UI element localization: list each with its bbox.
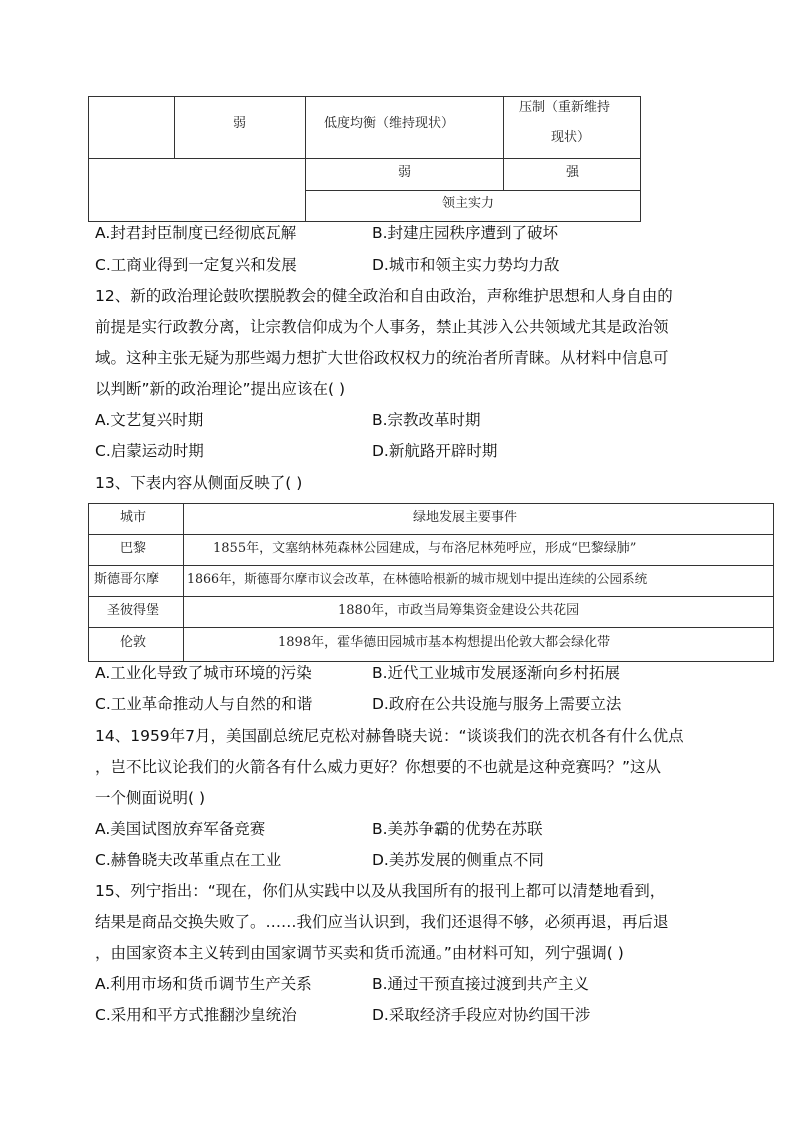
- option-a: A.文艺复兴时期: [95, 411, 204, 429]
- column-header: 城市: [120, 510, 147, 525]
- table-cell: 弱: [233, 116, 247, 131]
- table-cell: 领主实力: [442, 196, 495, 211]
- table-border: [88, 503, 89, 662]
- option-d: D.政府在公共设施与服务上需要立法: [372, 695, 622, 713]
- question-text: 一个侧面说明( ): [95, 789, 206, 807]
- question-text: 13、下表内容从侧面反映了( ): [95, 474, 303, 492]
- option-b: B.封建庄园秩序遭到了破坏: [372, 224, 559, 242]
- table-border: [88, 596, 774, 597]
- table-border: [88, 565, 774, 566]
- option-a: A.工业化导致了城市环境的污染: [95, 664, 312, 682]
- option-a: A.封君封臣制度已经彻底瓦解: [95, 224, 297, 242]
- option-c: C.赫鲁晓夫改革重点在工业: [95, 851, 282, 869]
- table-border: [88, 221, 641, 222]
- table-border: [174, 96, 175, 159]
- option-a: A.美国试图放弃军备竞赛: [95, 820, 266, 838]
- table-cell: 弱: [398, 165, 412, 180]
- table-cell-city: 巴黎: [120, 541, 147, 556]
- table-cell: 现状）: [551, 130, 591, 145]
- option-d: D.美苏发展的侧重点不同: [372, 851, 544, 869]
- table-cell-city: 伦敦: [120, 635, 147, 650]
- option-c: C.启蒙运动时期: [95, 442, 204, 460]
- question-text: 前提是实行政教分离，让宗教信仰成为个人事务，禁止其涉入公共领域尤其是政治领: [95, 318, 669, 336]
- question-text: 结果是商品交换失败了。……我们应当认识到，我们还退得不够，必须再退，再后退: [95, 913, 669, 931]
- question-text: 域。这种主张无疑为那些竭力想扩大世俗政权权力的统治者所青睐。从材料中信息可: [95, 349, 669, 367]
- table-cell-event: 1898年，霍华德田园城市基本构想提出伦敦大都会绿化带: [278, 635, 611, 650]
- table-cell-event: 1880年，市政当局筹集资金建设公共花园: [338, 603, 580, 618]
- question-text: ，岂不比议论我们的火箭各有什么威力更好？你想要的不也就是这种竞赛吗？”这从: [95, 758, 662, 776]
- question-text: 以判断”新的政治理论”提出应该在( ): [95, 380, 346, 398]
- option-b: B.近代工业城市发展逐渐向乡村拓展: [372, 664, 621, 682]
- option-b: B.通过干预直接过渡到共产主义: [372, 975, 590, 993]
- question-text: 12、新的政治理论鼓吹摆脱教会的健全政治和自由政治，声称维护思想和人身自由的: [95, 287, 673, 305]
- option-b: B.美苏争霸的优势在苏联: [372, 820, 543, 838]
- table-cell-city: 圣彼得堡: [107, 603, 160, 618]
- option-b: B.宗教改革时期: [372, 411, 481, 429]
- table-cell: 低度均衡（维持现状）: [324, 116, 455, 131]
- table-border: [88, 534, 774, 535]
- question-text: 14、1959年7月，美国副总统尼克松对赫鲁晓夫说：“谈谈我们的洗衣机各有什么优点: [95, 727, 684, 745]
- option-c: C.工业革命推动人与自然的和谐: [95, 695, 313, 713]
- table-cell: 强: [566, 165, 580, 180]
- table-cell-city: 斯德哥尔摩: [94, 572, 160, 587]
- table-border: [183, 503, 184, 662]
- option-d: D.新航路开辟时期: [372, 442, 498, 460]
- table-border: [773, 503, 774, 662]
- option-c: C.工商业得到一定复兴和发展: [95, 256, 297, 274]
- option-d: D.城市和领主实力势均力敌: [372, 256, 560, 274]
- table-border: [305, 190, 641, 191]
- table-border: [305, 96, 306, 222]
- table-border: [640, 96, 641, 222]
- table-cell: 压制（重新维持: [519, 100, 611, 115]
- table-border: [503, 96, 504, 191]
- table-border: [88, 661, 774, 662]
- table-border: [88, 96, 641, 97]
- table-border: [88, 158, 641, 159]
- question-text: ，由国家资本主义转到由国家调节买卖和货币流通。”由材料可知，列宁强调( ): [95, 944, 624, 962]
- option-d: D.采取经济手段应对协约国干涉: [372, 1006, 591, 1024]
- question-text: 15、列宁指出：“现在，你们从实践中以及从我国所有的报刊上都可以清楚地看到，: [95, 882, 666, 900]
- table-border: [88, 503, 774, 504]
- table-cell-event: 1855年，文塞纳林苑森林公园建成，与布洛尼林苑呼应，形成“巴黎绿肺”: [213, 541, 637, 556]
- option-c: C.采用和平方式推翻沙皇统治: [95, 1006, 297, 1024]
- column-header: 绿地发展主要事件: [413, 510, 518, 525]
- table-border: [88, 627, 774, 628]
- option-a: A.利用市场和货币调节生产关系: [95, 975, 312, 993]
- table-border: [88, 96, 89, 222]
- table-cell-event: 1866年，斯德哥尔摩市议会改革，在林德哈根新的城市规划中提出连续的公园系统: [187, 571, 648, 586]
